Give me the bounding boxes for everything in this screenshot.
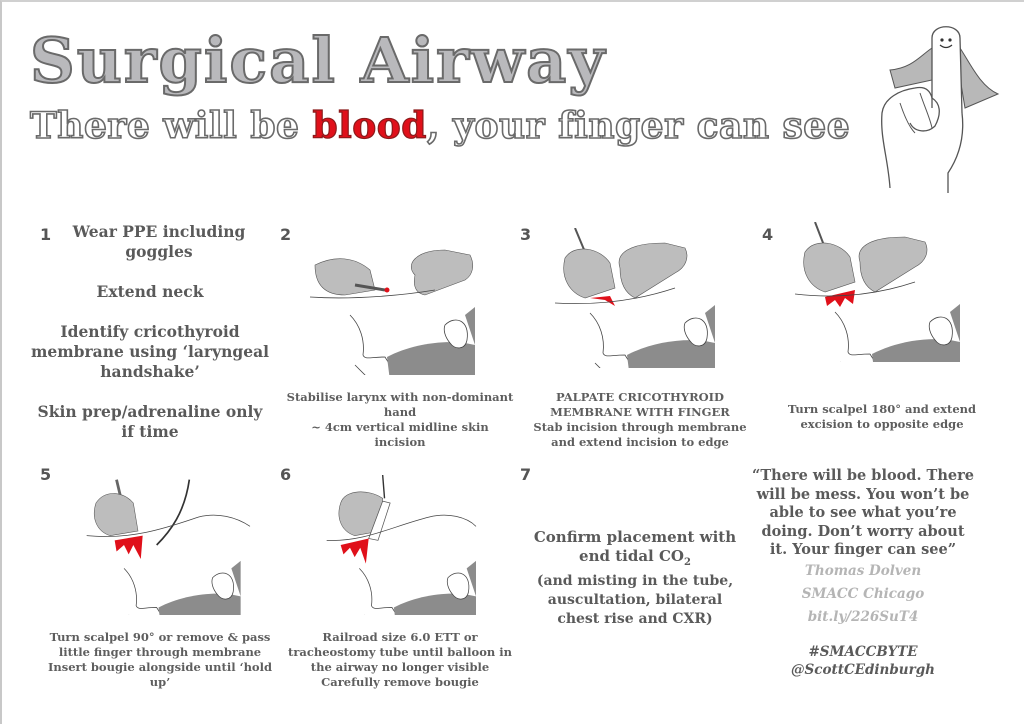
quote-line: “There will be blood. There <box>752 467 974 484</box>
caption-line: excision to opposite edge <box>800 417 964 431</box>
quote-block <box>738 467 988 679</box>
quote-link[interactable]: bit.ly/226SuT4 <box>807 608 919 625</box>
caption-line: incision <box>374 435 426 449</box>
caption-line: Turn scalpel 90° or remove & pass <box>49 630 271 644</box>
quote-line: will be mess. You won’t be <box>756 485 970 503</box>
step-1-line: Identify cricothyroid membrane using ‘laryngeal handshake’ <box>30 322 270 381</box>
caption-line: and extend incision to edge <box>551 435 729 449</box>
quote-line: able to see what you’re <box>769 504 957 521</box>
step-4-number: 4 <box>762 225 774 244</box>
step-7-detail: auscultation, bilateral <box>547 592 723 608</box>
quote-line: doing. Don’t worry about <box>761 522 965 540</box>
step-3-number: 3 <box>520 225 532 244</box>
co2-subscript: 2 <box>683 557 691 568</box>
caption-line: hand <box>383 405 417 419</box>
step-2-number: 2 <box>280 225 292 244</box>
step-1-text <box>30 222 270 462</box>
step-3-caption <box>520 390 760 450</box>
step-7-main-line: Confirm placement with <box>533 528 737 546</box>
caption-line: PALPATE CRICOTHYROID <box>555 390 725 404</box>
step-6-caption <box>280 630 520 690</box>
caption-line: Insert bougie alongside until ‘hold <box>47 660 273 674</box>
step-1-line: Extend neck <box>96 282 204 301</box>
step-3-illustration <box>555 228 755 368</box>
quote-line: it. Your finger can see” <box>769 541 957 558</box>
subtitle-highlight-blood: blood <box>312 105 427 147</box>
step-4-illustration <box>795 222 995 362</box>
caption-line: Railroad size 6.0 ETT or <box>322 630 478 644</box>
caption-line: Carefully remove bougie <box>321 675 479 689</box>
step-6-illustration <box>320 475 520 615</box>
co2-text: end tidal CO <box>579 547 684 565</box>
step-2-illustration <box>305 235 505 375</box>
finger-ghost-hand-icon <box>870 8 1010 193</box>
twitter-handle[interactable]: @ScottCEdinburgh <box>791 661 935 678</box>
caption-line: MEMBRANE WITH FINGER <box>550 405 730 419</box>
hashtag[interactable]: #SMACCBYTE <box>808 643 918 660</box>
caption-line: ~ 4cm vertical midline skin <box>311 420 489 434</box>
page-title: Surgical Airway <box>30 24 607 97</box>
caption-line: Stab incision through membrane <box>533 420 747 434</box>
step-5-number: 5 <box>40 465 52 484</box>
subtitle-part-2: , your finger can see <box>426 105 851 147</box>
subtitle-part-1: There will be <box>30 105 313 147</box>
caption-line: Turn scalpel 180° and extend <box>787 402 977 416</box>
step-1-line: Skin prep/adrenaline only if time <box>37 402 263 441</box>
caption-line: up’ <box>149 675 171 689</box>
subtitle <box>30 105 851 147</box>
quote-author: Thomas Dolven <box>804 562 922 579</box>
step-5-caption <box>40 630 280 690</box>
step-4-caption <box>762 402 1002 432</box>
quote-event: SMACC Chicago <box>801 585 925 602</box>
step-2-caption <box>280 390 520 450</box>
caption-line: the airway no longer visible <box>310 660 490 674</box>
caption-line: tracheostomy tube until balloon in <box>288 645 512 659</box>
step-5-illustration <box>80 475 280 615</box>
caption-line: Stabilise larynx with non-dominant <box>286 390 514 404</box>
step-7-detail: (and misting in the tube, <box>536 573 734 589</box>
step-1-line: Wear PPE including goggles <box>72 222 246 261</box>
caption-line: little finger through membrane <box>58 645 262 659</box>
step-7-detail: chest rise and CXR) <box>557 611 713 627</box>
step-6-number: 6 <box>280 465 292 484</box>
step-1-number: 1 <box>40 225 52 244</box>
step-7-main-line <box>515 547 755 572</box>
step-7-number: 7 <box>520 465 532 484</box>
step-7-text <box>515 528 755 629</box>
